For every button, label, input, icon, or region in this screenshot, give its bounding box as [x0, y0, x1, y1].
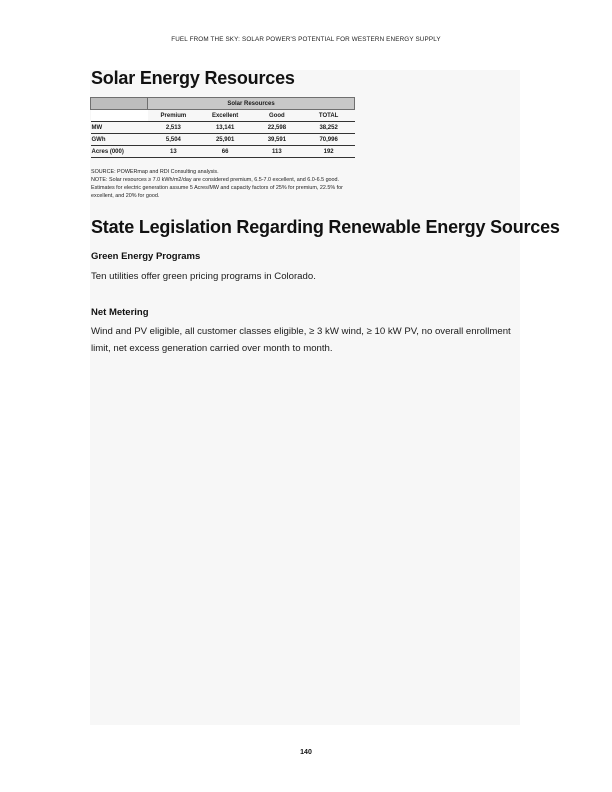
- table-column-header-row: [91, 110, 355, 122]
- solar-resources-title: Solar Energy Resources: [91, 68, 295, 88]
- solar-resources-table: [90, 97, 355, 158]
- green-energy-heading: Green Energy Programs: [91, 251, 201, 262]
- table-cell: 66: [199, 146, 251, 158]
- table-row: [91, 146, 355, 158]
- table-cell: 113: [251, 146, 303, 158]
- row-label: Acres (000): [91, 146, 148, 158]
- green-energy-text: Ten utilities offer green pricing programs in Colorado.: [91, 271, 316, 282]
- table-cell: 13,141: [199, 122, 251, 134]
- table-cell: 192: [303, 146, 355, 158]
- table-group-header: Solar Resources: [148, 98, 355, 110]
- running-head: FUEL FROM THE SKY: SOLAR POWER'S POTENTIAL FOR WESTERN ENERGY SUPPLY: [171, 36, 441, 43]
- table-cell: 70,996: [303, 134, 355, 146]
- note-text: NOTE: Solar resources ≥ 7.0 kWh/m2/day are considered premium, 6.5-7.0 excellent, and 6.0-6.5 good. Estimates for electric generation assume 5 Acres/MW and capacity factors of 25% for premium, 22.5% for excellent, and 20% for good.: [91, 177, 343, 199]
- table-header-empty: [91, 110, 148, 122]
- table-notes: [91, 168, 353, 200]
- table-row: [91, 122, 355, 134]
- table-cell: 25,901: [199, 134, 251, 146]
- table-corner-cell: [91, 98, 148, 110]
- table-cell: 13: [148, 146, 200, 158]
- row-label: MW: [91, 122, 148, 134]
- table-cell: 39,591: [251, 134, 303, 146]
- legislation-title: State Legislation Regarding Renewable Energy Sources: [91, 217, 560, 237]
- table-cell: 38,252: [303, 122, 355, 134]
- table-cell: 22,598: [251, 122, 303, 134]
- source-note: SOURCE: POWERmap and RDI Consulting analysis.: [91, 169, 219, 175]
- column-header-premium: Premium: [148, 110, 200, 122]
- page-number: 140: [300, 749, 312, 756]
- table-cell: 5,504: [148, 134, 200, 146]
- net-metering-text: Wind and PV eligible, all customer classes eligible, ≥ 3 kW wind, ≥ 10 kW PV, no overall enrollment limit, net excess generation carried over month to month.: [91, 326, 511, 354]
- row-label: GWh: [91, 134, 148, 146]
- net-metering-heading: Net Metering: [91, 307, 149, 318]
- table-row: [91, 134, 355, 146]
- column-header-good: Good: [251, 110, 303, 122]
- column-header-excellent: Excellent: [199, 110, 251, 122]
- table-cell: 2,513: [148, 122, 200, 134]
- column-header-total: TOTAL: [303, 110, 355, 122]
- table-group-header-row: [91, 98, 355, 110]
